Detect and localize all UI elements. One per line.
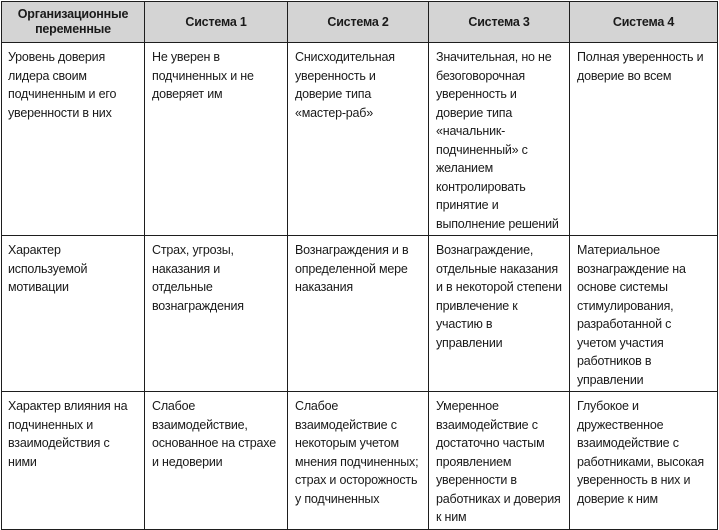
table-cell: Страх, угрозы, наказания и отдельные вознаграждения [145,236,288,392]
systems-comparison-table [1,1,718,530]
table-cell: Не уверен в подчиненных и не доверяет им [145,43,288,236]
header-row [2,2,718,43]
table-cell: Снисходительная уверенность и доверие типа «мастер-раб» [288,43,429,236]
table-cell: Глубокое и дружественное взаимодействие с работниками, высокая уверенность в них и доверие к ним [570,392,718,530]
header-cell-variables: Организационные переменные [2,2,145,43]
table-row-motivation [2,236,718,392]
table-cell: Значительная, но не безоговорочная уверенность и доверие типа «начальник-подчиненный» с желанием контролировать принятие и выполнение решений [429,43,570,236]
variable-cell: Уровень доверия лидера своим подчиненным и его уверенности в них [2,43,145,236]
header-cell-system-1: Система 1 [145,2,288,43]
table-row-trust [2,43,718,236]
variable-cell: Характер влияния на подчиненных и взаимодействия с ними [2,392,145,530]
table-cell: Вознаграждение, отдельные наказания и в некоторой степени привлечение к участию в управлении [429,236,570,392]
table-cell: Полная уверенность и доверие во всем [570,43,718,236]
table-cell: Материальное вознаграждение на основе системы стимулирования, разработанной с учетом участия работников в управлении [570,236,718,392]
table-row-interaction [2,392,718,530]
header-cell-system-2: Система 2 [288,2,429,43]
table-cell: Слабое взаимодействие с некоторым учетом мнения подчиненных; страх и осторожность у подчиненных [288,392,429,530]
table-cell: Умеренное взаимодействие с достаточно частым проявлением уверенности в работниках и доверия к ним [429,392,570,530]
header-cell-system-3: Система 3 [429,2,570,43]
table-cell: Вознаграждения и в определенной мере наказания [288,236,429,392]
variable-cell: Характер используемой мотивации [2,236,145,392]
table-cell: Слабое взаимодействие, основанное на страхе и недоверии [145,392,288,530]
header-cell-system-4: Система 4 [570,2,718,43]
